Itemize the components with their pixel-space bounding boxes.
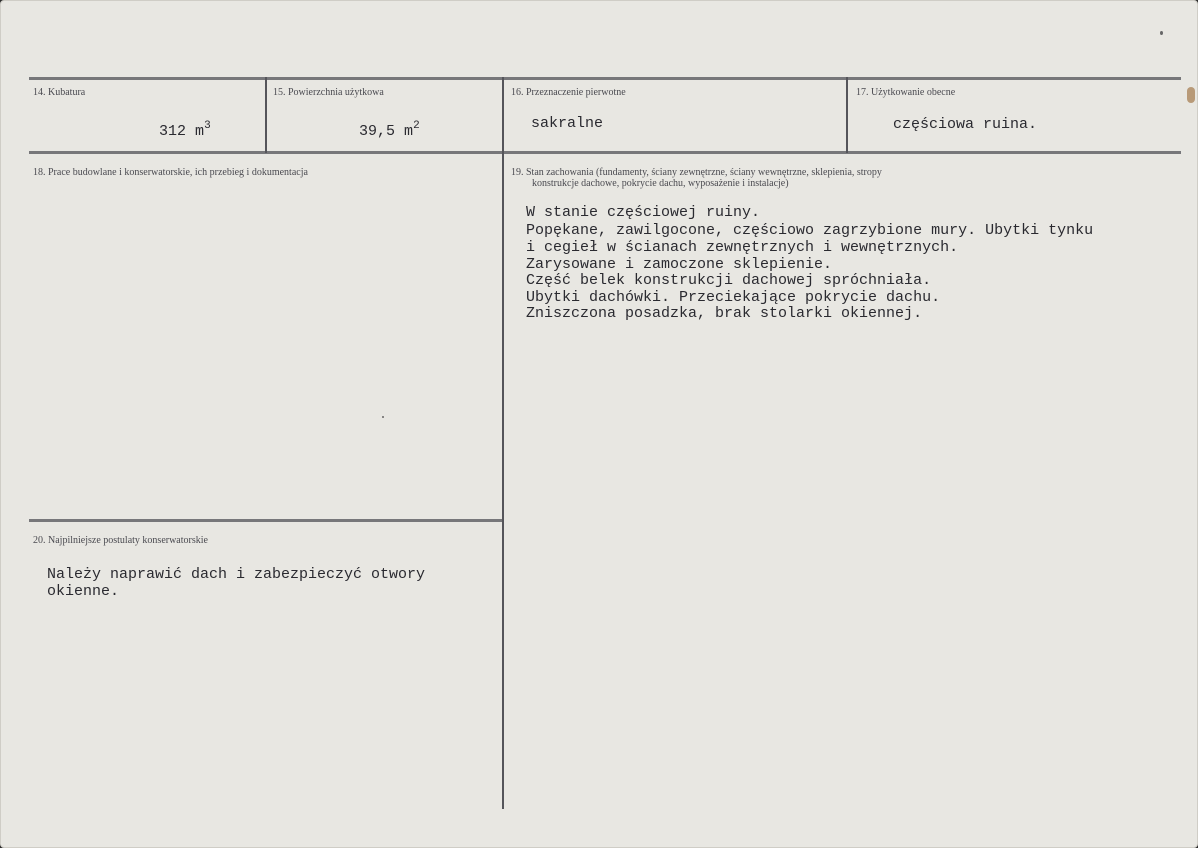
col-divider-3 [846, 77, 848, 153]
field-14-number: 312 [159, 123, 187, 140]
field-20-line: Należy naprawić dach i zabezpieczyć otwory [47, 566, 426, 583]
field-15-value [323, 101, 420, 157]
col-divider-1 [265, 77, 267, 153]
field-14-value [123, 101, 211, 157]
top-rule [29, 77, 1181, 80]
field-20-label: 20. Najpilniejsze postulaty konserwatorskie [33, 535, 208, 546]
field-16-label: 16. Przeznaczenie pierwotne [511, 87, 626, 98]
field-19-line: W stanie częściowej ruiny. [526, 204, 761, 221]
field-19-label-line-1: 19. Stan zachowania (fundamenty, ściany zewnętrzne, ściany wewnętrzne, sklepienia, stropy [511, 167, 882, 178]
field-14-exponent: 3 [204, 120, 211, 132]
field-19-line: i cegieł w ścianach zewnętrznych i wewnętrznych. [526, 239, 959, 256]
field-18-label: 18. Prace budowlane i konserwatorskie, ich przebieg i dokumentacja [33, 167, 308, 178]
paper-speck [382, 416, 384, 418]
field-17-label: 17. Użytkowanie obecne [856, 87, 956, 98]
field-17-value: częściowa ruina. [893, 116, 1038, 133]
field-19-label-line-2: konstrukcje dachowe, pokrycie dachu, wyposażenie i instalacje) [532, 178, 789, 189]
paper-stain [1187, 87, 1195, 103]
field-15-exponent: 2 [413, 120, 420, 132]
col-divider-2 [502, 77, 504, 809]
field-14-unit: m [195, 123, 205, 140]
field-14-label: 14. Kubatura [33, 87, 86, 98]
field-19-line: Popękane, zawilgocone, częściowo zagrzybione mury. Ubytki tynku [526, 222, 1094, 239]
field-19-line: Ubytki dachówki. Przeciekające pokrycie dachu. [526, 289, 941, 306]
field-20-line: okienne. [47, 583, 120, 600]
field-16-value: sakralne [531, 115, 604, 132]
field-15-label: 15. Powierzchnia użytkowa [273, 87, 384, 98]
field-15-number: 39,5 [359, 123, 396, 140]
field-15-unit: m [404, 123, 414, 140]
field-19-line: Zniszczona posadzka, brak stolarki okiennej. [526, 305, 923, 322]
field-19-line: Zarysowane i zamoczone sklepienie. [526, 256, 833, 273]
section-divider [29, 519, 502, 522]
field-19-line: Część belek konstrukcji dachowej spróchniała. [526, 272, 932, 289]
paper-speck [1160, 31, 1163, 35]
